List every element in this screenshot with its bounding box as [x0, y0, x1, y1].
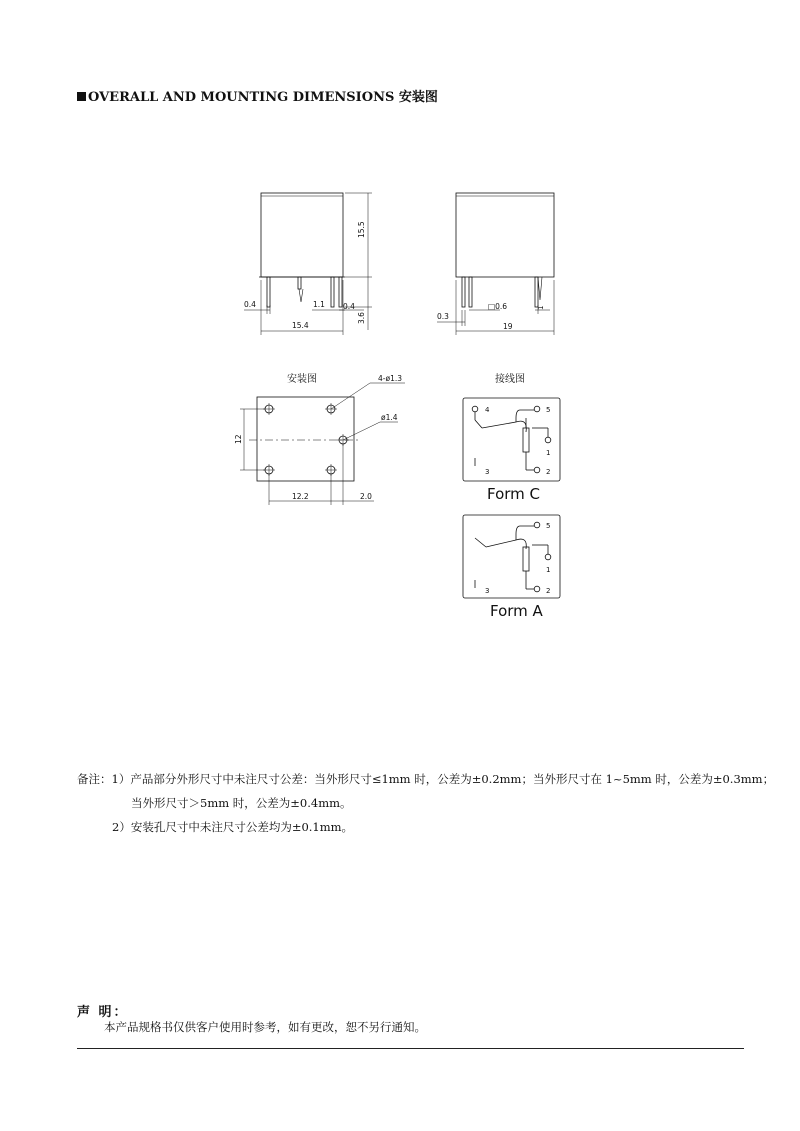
pin — [331, 277, 334, 307]
pin-5-label: 5 — [546, 406, 551, 414]
relay-body-side — [456, 193, 554, 277]
wiring-title: 接线图 — [495, 374, 525, 385]
declaration-title: 声 明： — [77, 1005, 129, 1020]
dim-side-pin-edge: 1 — [537, 305, 545, 310]
front-view — [244, 193, 372, 335]
note-1: 备注：1）产品部分外形尺寸中未注尺寸公差：当外形尺寸≤1mm 时，公差为±0.2mm；当外形尺寸在 1~5mm 时，公差为±0.3mm； — [77, 772, 775, 786]
pin-1-label: 1 — [546, 449, 551, 457]
dim-side-pin-thickness: 0.3 — [437, 312, 449, 321]
mounting-hole-4-label: 4-ø1.3 — [378, 374, 402, 383]
coil — [523, 547, 529, 571]
form-a-pin-3-label: 3 — [485, 587, 490, 595]
form-a-pin-2-label: 2 — [546, 587, 551, 595]
terminal — [534, 406, 540, 412]
dim-front-width: 15.4 — [292, 321, 309, 330]
pin — [267, 277, 270, 307]
terminal — [534, 522, 540, 528]
pin-3-label: 3 — [485, 468, 490, 476]
pin-2-label: 2 — [546, 468, 551, 476]
footer-divider — [77, 1048, 744, 1049]
pin-4-label: 4 — [485, 406, 490, 414]
form-c-label: Form C — [487, 485, 541, 503]
note-1-continued: 当外形尺寸＞5mm 时，公差为±0.4mm。 — [131, 796, 352, 810]
terminal — [545, 437, 551, 443]
dim-side-pin-square: □0.6 — [488, 302, 508, 311]
pin — [462, 277, 465, 307]
terminal — [545, 554, 551, 560]
terminal — [534, 467, 540, 473]
section-title: OVERALL AND MOUNTING DIMENSIONS 安装图 — [88, 90, 438, 105]
form-a-pin-1-label: 1 — [546, 566, 551, 574]
mounting-title: 安装图 — [287, 374, 317, 385]
dim-front-pin-length: 3.6 — [357, 312, 366, 324]
dim-side-width: 19 — [503, 322, 513, 331]
dim-front-gap-mid: 1.1 — [313, 300, 325, 309]
terminal — [534, 586, 540, 592]
mounting-view — [240, 383, 405, 505]
note-2: 2）安装孔尺寸中未注尺寸公差均为±0.1mm。 — [112, 820, 354, 834]
pin — [298, 277, 301, 289]
mounting-hole-1-label: ø1.4 — [381, 413, 398, 422]
dim-mounting-vertical: 12 — [234, 434, 243, 444]
dim-front-height: 15.5 — [357, 221, 366, 238]
dim-front-gap-left: 0.4 — [244, 300, 256, 309]
pin — [535, 277, 538, 307]
declaration-text: 本产品规格书仅供客户使用时参考，如有更改，恕不另行通知。 — [104, 1020, 426, 1034]
dim-mounting-offset: 2.0 — [360, 492, 372, 501]
dim-front-gap-right: 0.4 — [343, 302, 355, 311]
pin — [339, 277, 342, 307]
form-a-label: Form A — [490, 602, 543, 620]
side-view — [437, 193, 554, 335]
relay-body-front — [261, 193, 343, 277]
dim-mounting-horizontal: 12.2 — [292, 492, 309, 501]
form-a-pin-5-label: 5 — [546, 522, 551, 530]
terminal — [472, 406, 478, 412]
pin — [469, 277, 472, 307]
